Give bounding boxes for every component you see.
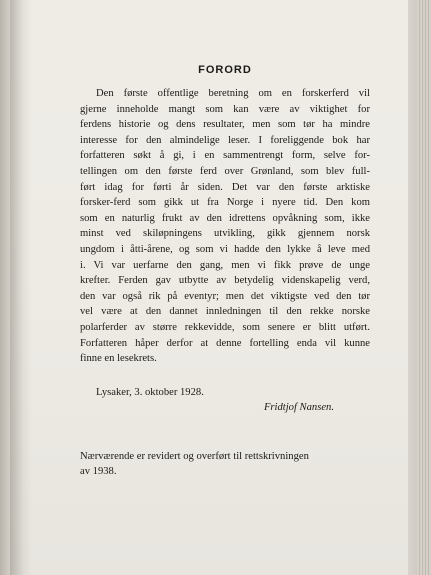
paragraph-line: Forfatteren håper derfor at denne fortelling enda vil kunne bbox=[80, 337, 370, 349]
gutter-shadow bbox=[10, 0, 32, 575]
foreword-paragraph bbox=[80, 86, 370, 367]
paragraph-line: forsker-ferd som gikk ut fra Norge i nyere tid. Den kom bbox=[80, 197, 370, 209]
page-stack bbox=[417, 0, 431, 575]
paragraph-line: ungdom i åtti-årene, og som vi hadde den lykke å leve med bbox=[80, 243, 370, 255]
foreword-text bbox=[80, 58, 370, 480]
revision-line: Nærværende er revidert og overført til rettskrivningen bbox=[80, 450, 309, 462]
paragraph-line: tellingen om den første ferd over Grønland, som blev full- bbox=[80, 165, 370, 177]
paragraph-line: ført idag for førti år siden. Det var den første arktiske bbox=[80, 181, 370, 193]
revision-line: av 1938. bbox=[80, 466, 117, 478]
paragraph-line: vel være at den dannet innledningen til den rekke norske bbox=[80, 306, 370, 318]
revision-note bbox=[80, 449, 370, 480]
paragraph-line: interesse for den almindelige leser. I foreliggende bok har bbox=[80, 134, 370, 146]
paragraph-line: finne en lesekrets. bbox=[80, 353, 157, 365]
paragraph-line: i. Vi var uerfarne den gang, men vi fikk prøve de unge bbox=[80, 259, 370, 271]
paragraph-line: krefter. Ferden gav utbytte av betydelig videnskapelig verd, bbox=[80, 275, 370, 287]
paragraph-line: Den første offentlige beretning om en forskerferd vil bbox=[96, 88, 370, 99]
place-date: Lysaker, 3. oktober 1928. bbox=[96, 386, 204, 398]
paragraph-line: gjerne inneholde mangt som kan være av viktighet for bbox=[80, 103, 370, 115]
paragraph-line: som en naturlig frukt av den idrettens opvåkning som, ikke bbox=[80, 212, 370, 224]
paragraph-line: den var også rik på eventyr; men det viktigste ved den tør bbox=[80, 290, 370, 302]
author-signature: Fridtjof Nansen. bbox=[263, 402, 334, 414]
paragraph-line: forfatteren søkt å gi, i en sammentrengt form, selve for- bbox=[80, 150, 370, 162]
page-title: FORORD bbox=[198, 64, 252, 76]
paragraph-line: minst ved skiløpningens utvikling, gikk gjennem norsk bbox=[80, 228, 370, 240]
place-date-row bbox=[80, 385, 370, 401]
paragraph-line: polarferder av større rekkevidde, som senere er blitt utført. bbox=[80, 321, 370, 333]
paragraph-line: ferdens historie og dens resultater, men som tør ha mindre bbox=[80, 119, 370, 131]
